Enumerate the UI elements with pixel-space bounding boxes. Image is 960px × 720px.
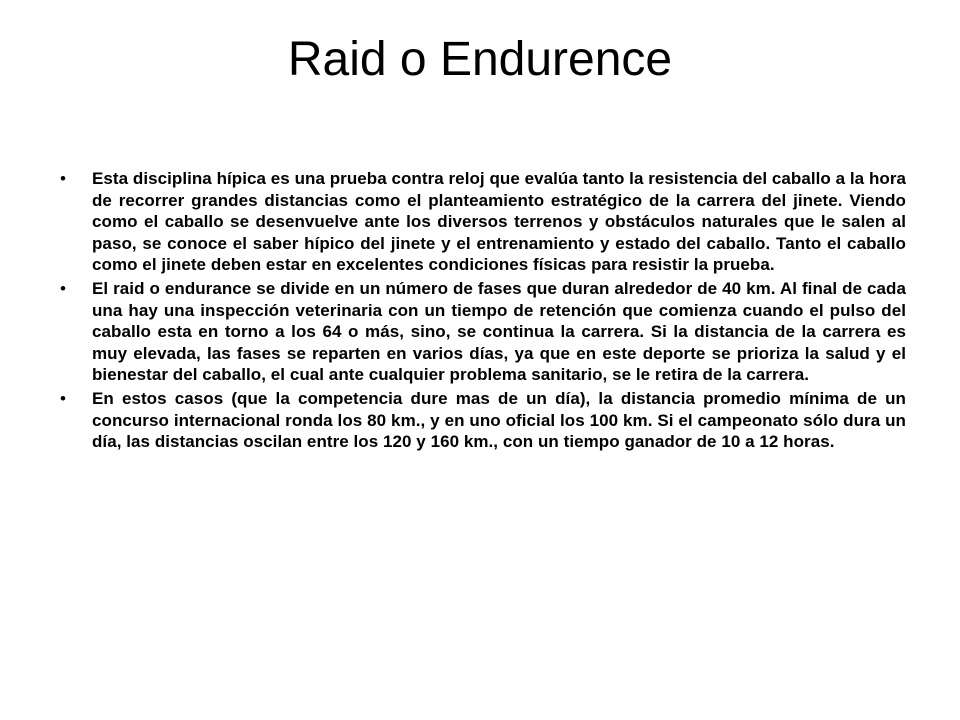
- bullet-item: [60, 278, 906, 386]
- bullet-icon: •: [60, 278, 66, 298]
- bullet-icon: •: [60, 169, 66, 188]
- slide-title: Raid o Endurence: [287, 33, 673, 86]
- bullet-icon: •: [60, 388, 66, 408]
- bullet-text: El raid o endurance se divide en un número de fases que duran alrededor de 40 km. Al final de cada una hay una inspección veterinaria con un tiempo de retención que comienza cuando el pulso del caballo esta en torno a los 64 o más, sino, se continua la carrera. Si la distancia de la carrera es muy elevada, las fases se reparten en varios días, ya que en este deporte se prioriza la salud y el bienestar del caballo, el cual ante cualquier problema sanitario, se le retira de la carrera.: [92, 278, 906, 385]
- bullet-list: [60, 168, 906, 455]
- bullet-text: En estos casos (que la competencia dure mas de un día), la distancia promedio mínima de un concurso internacional ronda los 80 km., y en uno oficial los 100 km. Si el campeonato sólo dura un día, las distancias oscilan entre los 120 y 160 km., con un tiempo ganador de 10 a 12 horas.: [92, 388, 906, 452]
- bullet-item: [60, 168, 906, 276]
- bullet-item: [60, 388, 906, 453]
- bullet-text: Esta disciplina hípica es una prueba contra reloj que evalúa tanto la resistencia del caballo a la hora de recorrer grandes distancias como el planteamiento estratégico de la carrera del jinete. Viendo como el caballo se desenvuelve ante los diversos terrenos y obstáculos naturales que le salen al paso, se conoce el saber hípico del jinete y el entrenamiento y estado del caballo. Tanto el caballo como el jinete deben estar en excelentes condiciones físicas para resistir la prueba.: [92, 169, 906, 275]
